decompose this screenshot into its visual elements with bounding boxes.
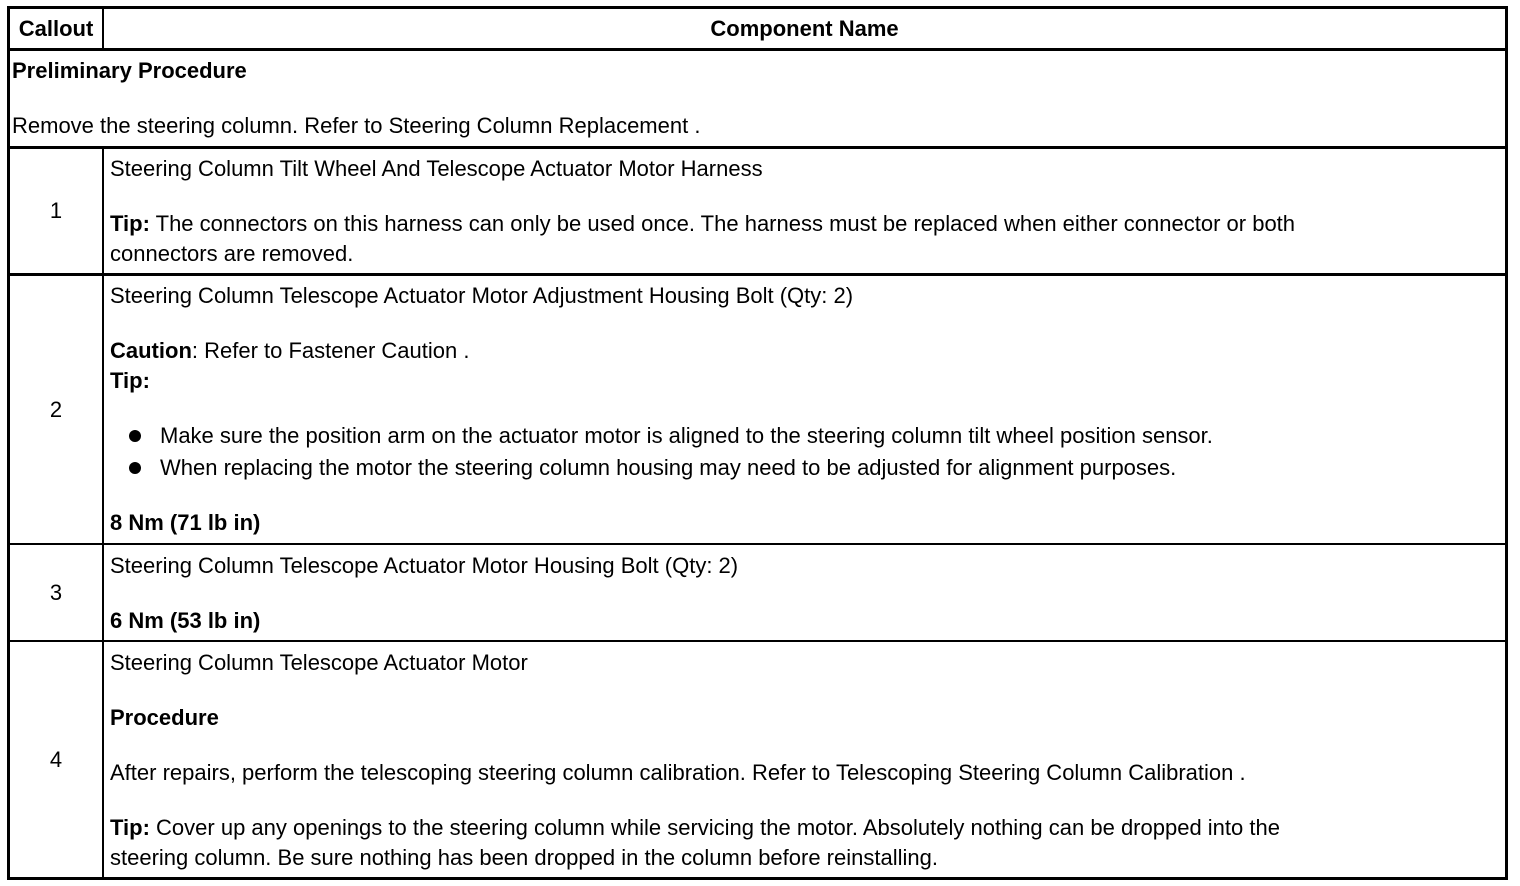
procedure-label: Procedure [110,705,219,730]
component-header-cell [104,9,1505,48]
callout-header-cell [10,9,104,48]
component-cell [104,276,1505,543]
preliminary-text: Remove the steering column. Refer to Steering Column Replacement . [12,113,701,138]
callout-cell [10,642,104,877]
caution-body: : Refer to Fastener Caution . [191,338,470,363]
callout-number: 1 [49,198,63,223]
preliminary-title: Preliminary Procedure [12,58,247,83]
tip-label: Tip: [110,815,150,840]
callout-cell [10,276,104,543]
callout-number: 4 [49,746,63,772]
component-name: Steering Column Telescope Actuator Motor Adjustment Housing Bolt (Qty: 2) [110,283,854,308]
callout-number: 3 [49,579,63,605]
component-cell [104,149,1505,273]
bullet-icon [129,462,141,474]
bullet-icon [129,430,141,442]
callout-header: Callout [18,15,94,41]
tip-line-1: The connectors on this harness can only be used once. The harness must be replaced when either connector or both [149,211,1296,236]
component-name: Steering Column Telescope Actuator Motor [110,650,528,675]
table-row [10,640,1505,877]
tip-text [110,212,1295,236]
tip-bullet-2: When replacing the motor the steering column housing may need to be adjusted for alignment purposes. [160,455,1177,480]
component-table [7,6,1508,880]
tip-label: Tip: [110,368,150,393]
tip-line-2: connectors are removed. [110,241,354,266]
procedure-text: After repairs, perform the telescoping steering column calibration. Refer to Telescoping Steering Column Calibration . [110,760,1246,785]
torque-spec: 6 Nm (53 lb in) [110,608,261,633]
tip-line-1: Cover up any openings to the steering column while servicing the motor. Absolutely nothing can be dropped into the [149,815,1280,840]
callout-number: 2 [49,396,63,422]
torque-spec: 8 Nm (71 lb in) [110,510,261,535]
component-cell [104,642,1505,877]
tip-text [110,816,1280,840]
callout-cell [10,149,104,273]
table-header-row [10,9,1505,48]
callout-cell [10,545,104,640]
component-cell [104,545,1505,640]
table-row [10,146,1505,273]
caution-text [110,339,469,363]
component-name: Steering Column Tilt Wheel And Telescope Actuator Motor Harness [110,156,763,181]
caution-label: Caution [110,338,192,363]
table-row [10,273,1505,543]
tip-label: Tip: [110,211,150,236]
tip-bullet-1: Make sure the position arm on the actuator motor is aligned to the steering column tilt wheel position sensor. [160,423,1213,448]
component-header: Component Name [710,15,899,41]
preliminary-procedure-row [10,48,1505,146]
table-row [10,543,1505,640]
component-name: Steering Column Telescope Actuator Motor Housing Bolt (Qty: 2) [110,553,739,578]
tip-line-2: steering column. Be sure nothing has been dropped in the column before reinstalling. [110,845,938,870]
